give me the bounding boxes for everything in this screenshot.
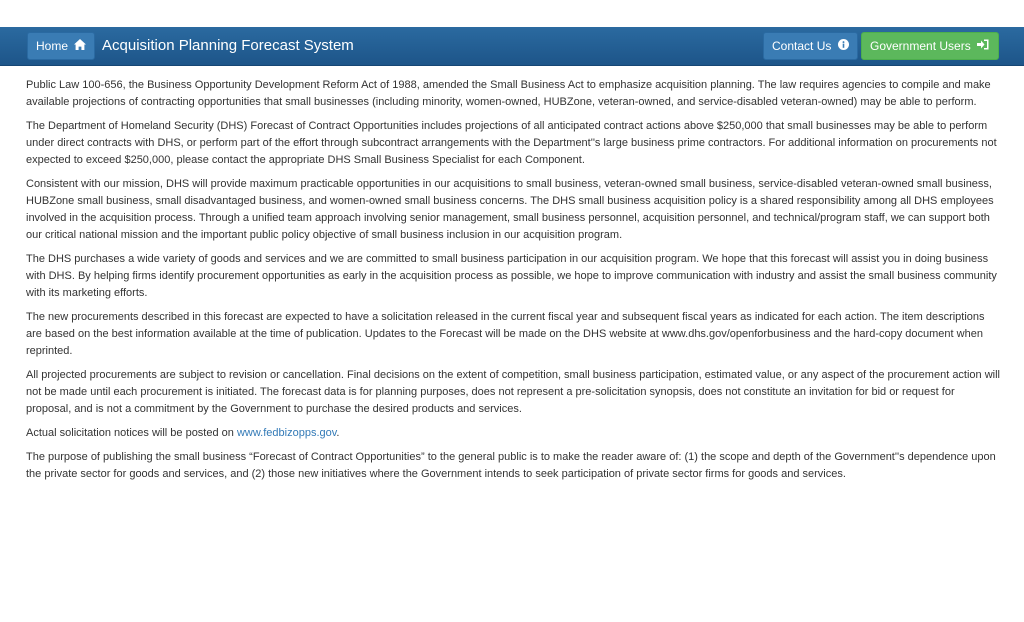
government-users-label: Government Users	[870, 39, 971, 53]
app-title: Acquisition Planning Forecast System	[102, 37, 354, 54]
government-users-button[interactable]	[861, 32, 999, 60]
home-button-label: Home	[36, 39, 69, 53]
sign-in-icon	[977, 33, 989, 59]
intro-paragraph: All projected procurements are subject to revision or cancellation. Final decisions on the extent of competition, small business participation, estimated value, or any aspect of the procurement action will not be made until each procurement is initiated. The forecast data is for planning purposes, does not represent a pre-solicitation synopsis, does not constitute an invitation for bid or request for proposal, and is not a commitment by the Government to purchase the desired products and services.	[26, 369, 1000, 415]
contact-us-button[interactable]	[763, 32, 858, 60]
intro-content	[26, 77, 1001, 540]
solicitation-paragraph	[26, 425, 1001, 442]
solicitation-suffix: .	[336, 427, 340, 439]
intro-paragraph: Consistent with our mission, DHS will provide maximum practicable opportunities in our acquisitions to small business, veteran-owned small business, service-disabled veteran-owned small business, HUBZone small business, small disadvantaged business, and women-owned small business concerns. The DHS small business acquisition policy is a shared responsibility among all DHS employees involved in the acquisition process. Through a unified team approach involving senior management, small business personnel, acquisition personnel, and technical/program staff, we can support both our critical national mission and the important public policy objective of small business inclusion in our acquisition program.	[26, 178, 994, 241]
intro-paragraph: Public Law 100-656, the Business Opportunity Development Reform Act of 1988, amended the Small Business Act to emphasize acquisition planning. The law requires agencies to compile and make available projections of contracting opportunities that small businesses (including minority, women-owned, HUBZone, veteran-owned, and service-disabled veteran-owned) may be able to perform.	[26, 79, 991, 108]
intro-paragraph: The Department of Homeland Security (DHS) Forecast of Contract Opportunities includes projections of all anticipated contract actions above $250,000 that small businesses may be able to perform under direct contracts with DHS, or perform part of the effort through subcontract arrangements with the Department''s large business prime contractors. For additional information on procurements not expected to exceed $250,000, please contact the appropriate DHS Small Business Specialist for each Component.	[26, 120, 997, 166]
intro-paragraph: The DHS purchases a wide variety of goods and services and we are committed to small business participation in our acquisition program. We hope that this forecast will assist you in doing business with DHS. By helping firms identify procurement opportunities as early in the acquisition process as possible, we hope to improve communication with industry and assist the small business community with its marketing efforts.	[26, 253, 997, 299]
fedbizopps-link[interactable]: www.fedbizopps.gov	[236, 427, 337, 439]
home-button[interactable]	[27, 32, 95, 60]
contact-us-label: Contact Us	[772, 39, 832, 53]
purpose-paragraph: The purpose of publishing the small business “Forecast of Contract Opportunities” to the general public is to make the reader aware of: (1) the scope and depth of the Government''s dependence upon the private sector for goods and services, and (2) those new initiatives where the Government intends to seek participation of private sector firms for goods and services.	[26, 451, 996, 480]
intro-paragraph: The new procurements described in this forecast are expected to have a solicitation released in the current fiscal year and subsequent fiscal years as indicated for each action. The item descriptions are based on the best information available at the time of publication. Updates to the Forecast will be made on the DHS website at www.dhs.gov/openforbusiness and the hard-copy document when reprinted.	[26, 311, 985, 357]
top-navbar	[0, 27, 1024, 66]
home-icon	[74, 33, 86, 59]
solicitation-prefix: Actual solicitation notices will be posted on	[26, 427, 237, 439]
info-circle-icon	[838, 33, 849, 59]
